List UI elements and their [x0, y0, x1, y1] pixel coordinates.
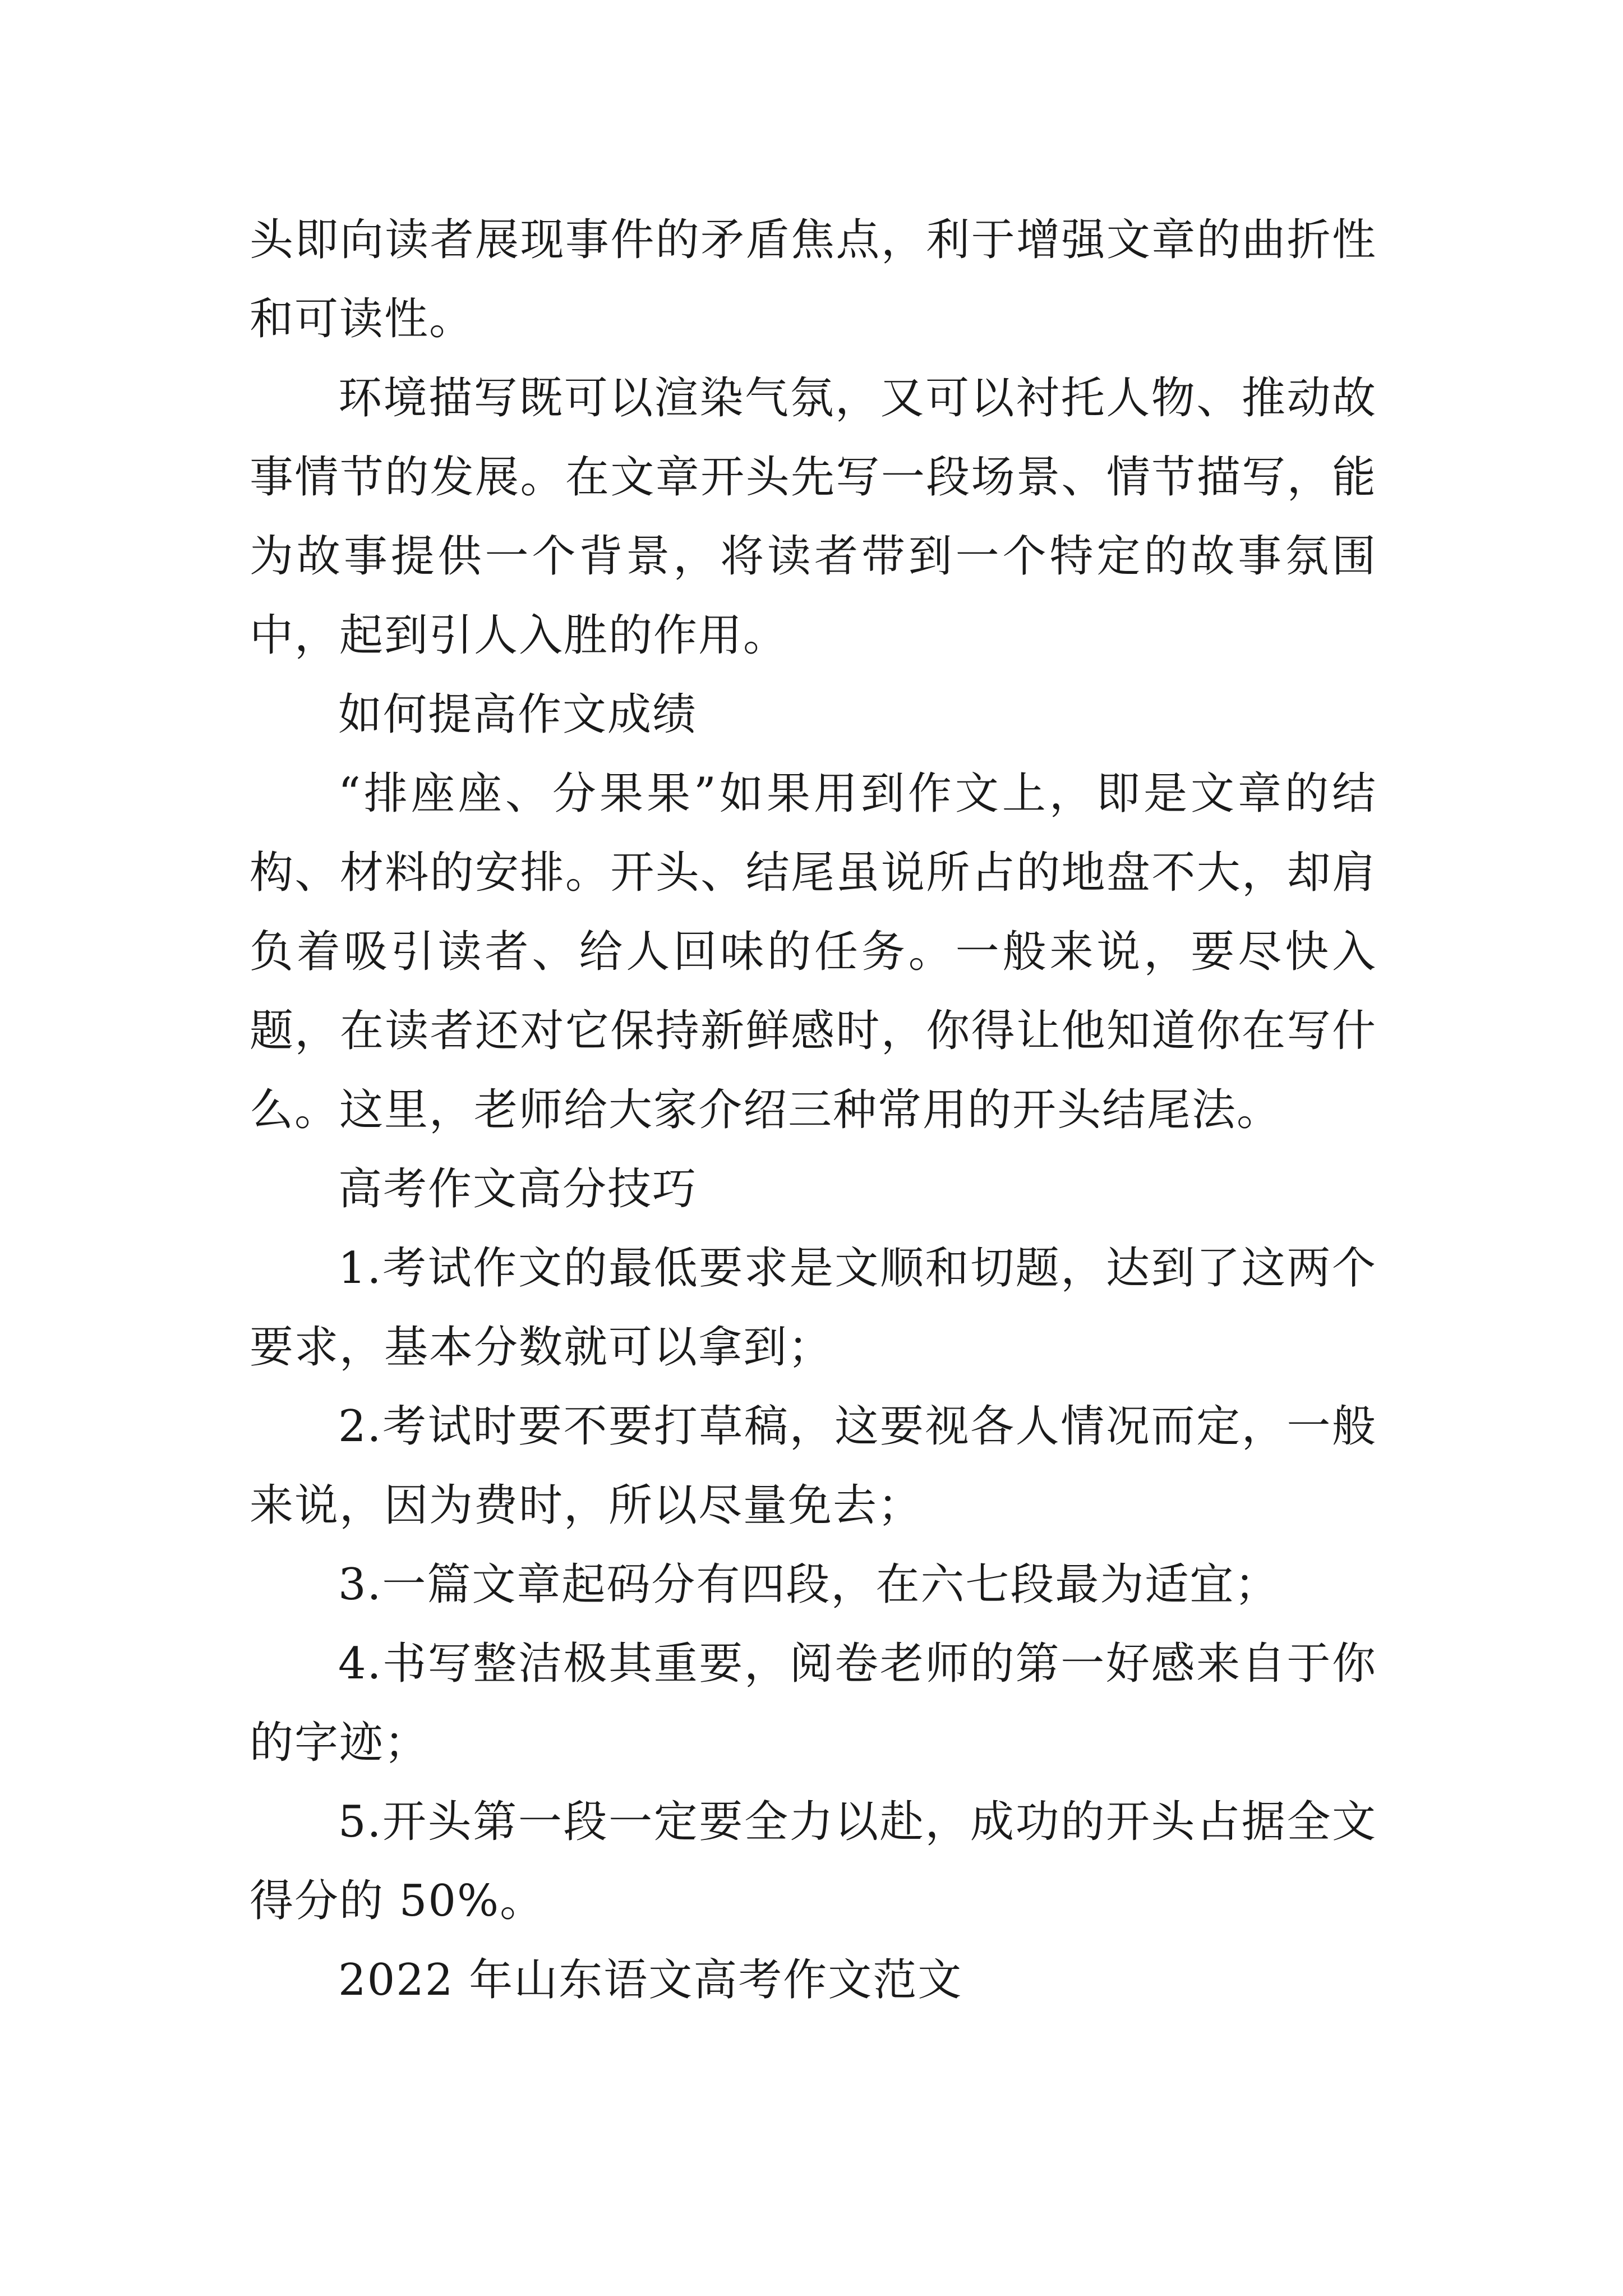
paragraph-structure-arrangement: “排座座、分果果”如果用到作文上，即是文章的结构、材料的安排。开头、结尾虽说所占的地盘不大，却肩负着吸引读者、给人回味的任务。一般来说，要尽快入题，在读者还对它保持新鲜感时，你得让他知道你在写什么。这里，老师给大家介绍三种常用的开头结尾法。 — [250, 769, 1377, 1135]
tip-item-5: 5.开头第一段一定要全力以赴，成功的开头占据全文得分的 50%。 — [250, 1797, 1377, 1926]
document-page — [250, 0, 1377, 2296]
tip-item-4: 4.书写整洁极其重要，阅卷老师的第一好感来自于你的字迹； — [250, 1639, 1377, 1768]
tip-item-1: 1.考试作文的最低要求是文顺和切题，达到了这两个要求，基本分数就可以拿到； — [250, 1243, 1377, 1373]
heading-improve-essay-score: 如何提高作文成绩 — [338, 689, 698, 740]
tip-item-2: 2.考试时要不要打草稿，这要视各人情况而定，一般来说，因为费时，所以尽量免去； — [250, 1401, 1377, 1531]
paragraph-opening-continuation: 头即向读者展现事件的矛盾焦点，利于增强文章的曲折性和可读性。 — [250, 215, 1377, 344]
heading-sample-essay: 2022 年山东语文高考作文范文 — [338, 1955, 963, 2005]
tip-item-3: 3.一篇文章起码分有四段，在六七段最为适宜； — [338, 1559, 1280, 1610]
heading-high-score-tips: 高考作文高分技巧 — [338, 1164, 698, 1214]
paragraph-environment-description: 环境描写既可以渲染气氛，又可以衬托人物、推动故事情节的发展。在文章开头先写一段场景、情节描写，能为故事提供一个背景，将读者带到一个特定的故事氛围中，起到引人入胜的作用。 — [250, 373, 1377, 661]
